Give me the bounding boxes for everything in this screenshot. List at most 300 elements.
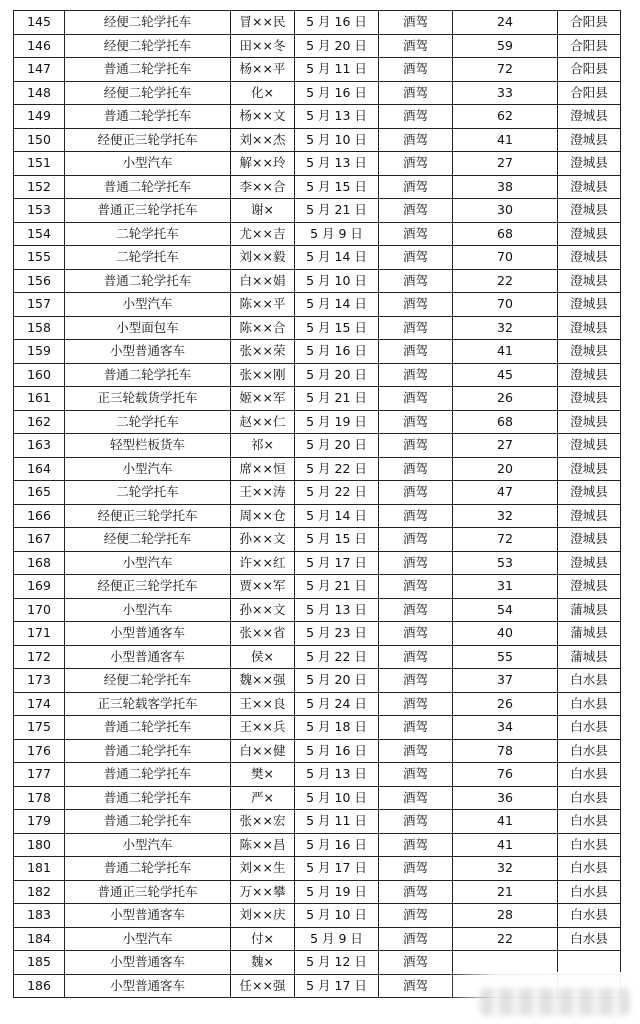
row-number-cell: 171 xyxy=(14,622,65,646)
table-row xyxy=(14,716,621,740)
age-cell: 54 xyxy=(453,598,558,622)
county-cell: 澄城县 xyxy=(558,175,621,199)
age-cell: 47 xyxy=(453,481,558,505)
county-cell: 白水县 xyxy=(558,857,621,881)
county-cell: 澄城县 xyxy=(558,152,621,176)
driver-name-cell: 尤××吉 xyxy=(231,222,295,246)
vehicle-type-cell: 普通二轮学托车 xyxy=(65,763,231,787)
violation-type-cell: 酒驾 xyxy=(379,128,453,152)
vehicle-type-cell: 小型汽车 xyxy=(65,598,231,622)
driver-name-cell: 孙××文 xyxy=(231,598,295,622)
age-cell: 24 xyxy=(453,11,558,35)
driver-name-cell: 樊× xyxy=(231,763,295,787)
driver-name-cell: 张××刚 xyxy=(231,363,295,387)
violation-date-cell: 5 月 18 日 xyxy=(295,716,379,740)
county-cell: 蒲城县 xyxy=(558,622,621,646)
violation-date-cell: 5 月 21 日 xyxy=(295,387,379,411)
violation-type-cell: 酒驾 xyxy=(379,622,453,646)
vehicle-type-cell: 轻型栏板货车 xyxy=(65,434,231,458)
table-row xyxy=(14,175,621,199)
violation-type-cell: 酒驾 xyxy=(379,974,453,998)
age-cell xyxy=(453,951,558,975)
age-cell: 30 xyxy=(453,199,558,223)
county-cell: 澄城县 xyxy=(558,128,621,152)
age-cell: 36 xyxy=(453,786,558,810)
driver-name-cell: 王××良 xyxy=(231,692,295,716)
violation-type-cell: 酒驾 xyxy=(379,575,453,599)
violation-type-cell: 酒驾 xyxy=(379,387,453,411)
row-number-cell: 185 xyxy=(14,951,65,975)
table-row xyxy=(14,810,621,834)
county-cell: 白水县 xyxy=(558,904,621,928)
driver-name-cell: 万××攀 xyxy=(231,880,295,904)
vehicle-type-cell: 小型汽车 xyxy=(65,457,231,481)
violation-date-cell: 5 月 14 日 xyxy=(295,293,379,317)
violation-date-cell: 5 月 11 日 xyxy=(295,810,379,834)
violation-date-cell: 5 月 15 日 xyxy=(295,316,379,340)
county-cell: 白水县 xyxy=(558,692,621,716)
age-cell: 37 xyxy=(453,669,558,693)
violation-type-cell: 酒驾 xyxy=(379,739,453,763)
vehicle-type-cell: 普通二轮学托车 xyxy=(65,716,231,740)
county-cell: 澄城县 xyxy=(558,481,621,505)
violation-date-cell: 5 月 22 日 xyxy=(295,481,379,505)
county-cell: 澄城县 xyxy=(558,363,621,387)
violation-type-cell: 酒驾 xyxy=(379,11,453,35)
county-cell: 澄城县 xyxy=(558,434,621,458)
vehicle-type-cell: 二轮学托车 xyxy=(65,410,231,434)
violation-type-cell: 酒驾 xyxy=(379,810,453,834)
table-row xyxy=(14,387,621,411)
violation-date-cell: 5 月 19 日 xyxy=(295,410,379,434)
violation-type-cell: 酒驾 xyxy=(379,692,453,716)
row-number-cell: 173 xyxy=(14,669,65,693)
driver-name-cell: 杨××文 xyxy=(231,105,295,129)
age-cell: 78 xyxy=(453,739,558,763)
table-row xyxy=(14,363,621,387)
driver-name-cell: 祁× xyxy=(231,434,295,458)
age-cell: 38 xyxy=(453,175,558,199)
table-row xyxy=(14,645,621,669)
row-number-cell: 186 xyxy=(14,974,65,998)
driver-name-cell: 贾××军 xyxy=(231,575,295,599)
table-row xyxy=(14,434,621,458)
table-row xyxy=(14,763,621,787)
driver-name-cell: 张××宏 xyxy=(231,810,295,834)
violation-type-cell: 酒驾 xyxy=(379,927,453,951)
driver-name-cell: 孙××文 xyxy=(231,528,295,552)
violation-date-cell: 5 月 10 日 xyxy=(295,269,379,293)
vehicle-type-cell: 普通二轮学托车 xyxy=(65,857,231,881)
county-cell: 白水县 xyxy=(558,763,621,787)
row-number-cell: 181 xyxy=(14,857,65,881)
age-cell: 62 xyxy=(453,105,558,129)
violation-type-cell: 酒驾 xyxy=(379,528,453,552)
violation-type-cell: 酒驾 xyxy=(379,457,453,481)
driver-name-cell: 刘××杰 xyxy=(231,128,295,152)
vehicle-type-cell: 正三轮载货学托车 xyxy=(65,387,231,411)
violation-date-cell: 5 月 22 日 xyxy=(295,457,379,481)
table-row xyxy=(14,669,621,693)
violation-date-cell: 5 月 10 日 xyxy=(295,786,379,810)
county-cell: 澄城县 xyxy=(558,105,621,129)
violation-type-cell: 酒驾 xyxy=(379,293,453,317)
violation-date-cell: 5 月 20 日 xyxy=(295,34,379,58)
violation-date-cell: 5 月 14 日 xyxy=(295,246,379,270)
row-number-cell: 153 xyxy=(14,199,65,223)
row-number-cell: 167 xyxy=(14,528,65,552)
table-row xyxy=(14,504,621,528)
violation-date-cell: 5 月 10 日 xyxy=(295,904,379,928)
table-row xyxy=(14,128,621,152)
violation-date-cell: 5 月 15 日 xyxy=(295,175,379,199)
vehicle-type-cell: 小型普通客车 xyxy=(65,951,231,975)
record-table xyxy=(13,10,621,998)
county-cell: 白水县 xyxy=(558,927,621,951)
table-row xyxy=(14,575,621,599)
driver-name-cell: 魏× xyxy=(231,951,295,975)
table-row xyxy=(14,246,621,270)
driver-name-cell: 冒××民 xyxy=(231,11,295,35)
violation-date-cell: 5 月 20 日 xyxy=(295,669,379,693)
violation-date-cell: 5 月 16 日 xyxy=(295,340,379,364)
vehicle-type-cell: 经便二轮学托车 xyxy=(65,528,231,552)
row-number-cell: 169 xyxy=(14,575,65,599)
violation-date-cell: 5 月 10 日 xyxy=(295,128,379,152)
vehicle-type-cell: 小型汽车 xyxy=(65,927,231,951)
violation-type-cell: 酒驾 xyxy=(379,58,453,82)
row-number-cell: 155 xyxy=(14,246,65,270)
violation-type-cell: 酒驾 xyxy=(379,222,453,246)
violation-type-cell: 酒驾 xyxy=(379,152,453,176)
violation-type-cell: 酒驾 xyxy=(379,763,453,787)
vehicle-type-cell: 经便正三轮学托车 xyxy=(65,575,231,599)
violation-date-cell: 5 月 13 日 xyxy=(295,152,379,176)
driver-name-cell: 王××涛 xyxy=(231,481,295,505)
row-number-cell: 147 xyxy=(14,58,65,82)
violation-date-cell: 5 月 17 日 xyxy=(295,857,379,881)
driver-name-cell: 谢× xyxy=(231,199,295,223)
county-cell: 澄城县 xyxy=(558,246,621,270)
vehicle-type-cell: 经便二轮学托车 xyxy=(65,34,231,58)
violation-date-cell: 5 月 16 日 xyxy=(295,81,379,105)
violation-type-cell: 酒驾 xyxy=(379,363,453,387)
row-number-cell: 146 xyxy=(14,34,65,58)
vehicle-type-cell: 二轮学托车 xyxy=(65,246,231,270)
table-row xyxy=(14,34,621,58)
driver-name-cell: 席××恒 xyxy=(231,457,295,481)
age-cell: 32 xyxy=(453,504,558,528)
age-cell: 70 xyxy=(453,246,558,270)
county-cell: 白水县 xyxy=(558,716,621,740)
row-number-cell: 182 xyxy=(14,880,65,904)
table-row xyxy=(14,739,621,763)
age-cell: 41 xyxy=(453,128,558,152)
age-cell: 22 xyxy=(453,269,558,293)
table-row xyxy=(14,528,621,552)
driver-name-cell: 任××强 xyxy=(231,974,295,998)
violation-date-cell: 5 月 19 日 xyxy=(295,880,379,904)
table-row xyxy=(14,152,621,176)
row-number-cell: 174 xyxy=(14,692,65,716)
violation-type-cell: 酒驾 xyxy=(379,316,453,340)
table-row xyxy=(14,880,621,904)
violation-date-cell: 5 月 17 日 xyxy=(295,974,379,998)
violation-date-cell: 5 月 22 日 xyxy=(295,645,379,669)
vehicle-type-cell: 普通二轮学托车 xyxy=(65,105,231,129)
violation-date-cell: 5 月 14 日 xyxy=(295,504,379,528)
table-row xyxy=(14,692,621,716)
age-cell: 27 xyxy=(453,434,558,458)
table-row xyxy=(14,457,621,481)
violation-type-cell: 酒驾 xyxy=(379,645,453,669)
violation-type-cell: 酒驾 xyxy=(379,551,453,575)
violation-type-cell: 酒驾 xyxy=(379,269,453,293)
driver-name-cell: 周××仓 xyxy=(231,504,295,528)
row-number-cell: 151 xyxy=(14,152,65,176)
vehicle-type-cell: 普通二轮学托车 xyxy=(65,269,231,293)
violation-type-cell: 酒驾 xyxy=(379,434,453,458)
row-number-cell: 178 xyxy=(14,786,65,810)
row-number-cell: 163 xyxy=(14,434,65,458)
age-cell: 72 xyxy=(453,58,558,82)
county-cell: 澄城县 xyxy=(558,340,621,364)
vehicle-type-cell: 小型普通客车 xyxy=(65,622,231,646)
age-cell: 41 xyxy=(453,810,558,834)
age-cell: 33 xyxy=(453,81,558,105)
county-cell: 澄城县 xyxy=(558,528,621,552)
violation-type-cell: 酒驾 xyxy=(379,105,453,129)
violation-date-cell: 5 月 20 日 xyxy=(295,434,379,458)
driver-name-cell: 王××兵 xyxy=(231,716,295,740)
violation-date-cell: 5 月 13 日 xyxy=(295,598,379,622)
age-cell: 45 xyxy=(453,363,558,387)
row-number-cell: 149 xyxy=(14,105,65,129)
vehicle-type-cell: 普通二轮学托车 xyxy=(65,58,231,82)
violation-date-cell: 5 月 24 日 xyxy=(295,692,379,716)
driver-name-cell: 陈××合 xyxy=(231,316,295,340)
violation-date-cell: 5 月 13 日 xyxy=(295,763,379,787)
age-cell: 41 xyxy=(453,833,558,857)
county-cell: 合阳县 xyxy=(558,81,621,105)
vehicle-type-cell: 二轮学托车 xyxy=(65,222,231,246)
age-cell: 34 xyxy=(453,716,558,740)
county-cell: 白水县 xyxy=(558,880,621,904)
violation-type-cell: 酒驾 xyxy=(379,786,453,810)
table-row xyxy=(14,857,621,881)
violation-date-cell: 5 月 13 日 xyxy=(295,105,379,129)
row-number-cell: 183 xyxy=(14,904,65,928)
vehicle-type-cell: 小型普通客车 xyxy=(65,340,231,364)
county-cell: 合阳县 xyxy=(558,11,621,35)
age-cell: 21 xyxy=(453,880,558,904)
row-number-cell: 164 xyxy=(14,457,65,481)
row-number-cell: 152 xyxy=(14,175,65,199)
table-row xyxy=(14,222,621,246)
vehicle-type-cell: 普通二轮学托车 xyxy=(65,363,231,387)
violation-date-cell: 5 月 16 日 xyxy=(295,833,379,857)
vehicle-type-cell: 小型普通客车 xyxy=(65,904,231,928)
row-number-cell: 179 xyxy=(14,810,65,834)
age-cell: 22 xyxy=(453,927,558,951)
violation-date-cell: 5 月 17 日 xyxy=(295,551,379,575)
county-cell: 白水县 xyxy=(558,810,621,834)
driver-name-cell: 张××荣 xyxy=(231,340,295,364)
age-cell: 76 xyxy=(453,763,558,787)
vehicle-type-cell: 小型普通客车 xyxy=(65,645,231,669)
watermark-logo xyxy=(480,988,630,1016)
driver-name-cell: 赵××仁 xyxy=(231,410,295,434)
driver-name-cell: 魏××强 xyxy=(231,669,295,693)
county-cell: 澄城县 xyxy=(558,504,621,528)
county-cell: 澄城县 xyxy=(558,575,621,599)
driver-name-cell: 刘××生 xyxy=(231,857,295,881)
county-cell: 澄城县 xyxy=(558,551,621,575)
county-cell: 澄城县 xyxy=(558,199,621,223)
table-row xyxy=(14,199,621,223)
violation-date-cell: 5 月 11 日 xyxy=(295,58,379,82)
violation-type-cell: 酒驾 xyxy=(379,81,453,105)
age-cell: 32 xyxy=(453,316,558,340)
driver-name-cell: 刘××毅 xyxy=(231,246,295,270)
age-cell: 32 xyxy=(453,857,558,881)
vehicle-type-cell: 普通二轮学托车 xyxy=(65,175,231,199)
driver-name-cell: 陈××平 xyxy=(231,293,295,317)
table-row xyxy=(14,81,621,105)
row-number-cell: 177 xyxy=(14,763,65,787)
table-row xyxy=(14,58,621,82)
county-cell: 白水县 xyxy=(558,739,621,763)
violation-date-cell: 5 月 16 日 xyxy=(295,739,379,763)
row-number-cell: 154 xyxy=(14,222,65,246)
table-row xyxy=(14,105,621,129)
violation-date-cell: 5 月 12 日 xyxy=(295,951,379,975)
county-cell: 澄城县 xyxy=(558,269,621,293)
vehicle-type-cell: 经便二轮学托车 xyxy=(65,669,231,693)
driver-name-cell: 张××省 xyxy=(231,622,295,646)
row-number-cell: 165 xyxy=(14,481,65,505)
row-number-cell: 150 xyxy=(14,128,65,152)
vehicle-type-cell: 小型汽车 xyxy=(65,293,231,317)
violation-type-cell: 酒驾 xyxy=(379,246,453,270)
vehicle-type-cell: 小型汽车 xyxy=(65,833,231,857)
table-row xyxy=(14,293,621,317)
vehicle-type-cell: 小型面包车 xyxy=(65,316,231,340)
violation-type-cell: 酒驾 xyxy=(379,410,453,434)
table-row xyxy=(14,551,621,575)
violation-type-cell: 酒驾 xyxy=(379,199,453,223)
driver-name-cell: 杨××平 xyxy=(231,58,295,82)
county-cell: 合阳县 xyxy=(558,34,621,58)
violation-type-cell: 酒驾 xyxy=(379,904,453,928)
row-number-cell: 184 xyxy=(14,927,65,951)
driver-name-cell: 化× xyxy=(231,81,295,105)
violation-type-cell: 酒驾 xyxy=(379,857,453,881)
violation-type-cell: 酒驾 xyxy=(379,669,453,693)
age-cell: 68 xyxy=(453,410,558,434)
table-row xyxy=(14,316,621,340)
vehicle-type-cell: 正三轮载客学托车 xyxy=(65,692,231,716)
row-number-cell: 157 xyxy=(14,293,65,317)
vehicle-type-cell: 普通正三轮学托车 xyxy=(65,199,231,223)
age-cell: 40 xyxy=(453,622,558,646)
violation-date-cell: 5 月 16 日 xyxy=(295,11,379,35)
row-number-cell: 168 xyxy=(14,551,65,575)
vehicle-type-cell: 普通二轮学托车 xyxy=(65,739,231,763)
violation-date-cell: 5 月 15 日 xyxy=(295,528,379,552)
vehicle-type-cell: 经便正三轮学托车 xyxy=(65,504,231,528)
driver-name-cell: 解××玲 xyxy=(231,152,295,176)
vehicle-type-cell: 二轮学托车 xyxy=(65,481,231,505)
county-cell: 白水县 xyxy=(558,786,621,810)
age-cell: 70 xyxy=(453,293,558,317)
violation-date-cell: 5 月 21 日 xyxy=(295,199,379,223)
row-number-cell: 148 xyxy=(14,81,65,105)
violation-type-cell: 酒驾 xyxy=(379,598,453,622)
row-number-cell: 172 xyxy=(14,645,65,669)
row-number-cell: 160 xyxy=(14,363,65,387)
violation-date-cell: 5 月 9 日 xyxy=(295,222,379,246)
table-row xyxy=(14,481,621,505)
vehicle-type-cell: 经便二轮学托车 xyxy=(65,11,231,35)
age-cell: 27 xyxy=(453,152,558,176)
age-cell: 31 xyxy=(453,575,558,599)
age-cell: 72 xyxy=(453,528,558,552)
county-cell: 澄城县 xyxy=(558,316,621,340)
driver-name-cell: 许××红 xyxy=(231,551,295,575)
row-number-cell: 159 xyxy=(14,340,65,364)
county-cell xyxy=(558,951,621,975)
violation-type-cell: 酒驾 xyxy=(379,880,453,904)
row-number-cell: 170 xyxy=(14,598,65,622)
age-cell: 59 xyxy=(453,34,558,58)
violation-type-cell: 酒驾 xyxy=(379,716,453,740)
row-number-cell: 156 xyxy=(14,269,65,293)
table-row xyxy=(14,904,621,928)
row-number-cell: 158 xyxy=(14,316,65,340)
violation-type-cell: 酒驾 xyxy=(379,34,453,58)
violation-type-cell: 酒驾 xyxy=(379,833,453,857)
driver-name-cell: 陈××昌 xyxy=(231,833,295,857)
driver-name-cell: 刘××庆 xyxy=(231,904,295,928)
vehicle-type-cell: 小型汽车 xyxy=(65,551,231,575)
driver-name-cell: 侯× xyxy=(231,645,295,669)
driver-name-cell: 姬××军 xyxy=(231,387,295,411)
driver-name-cell: 田××冬 xyxy=(231,34,295,58)
county-cell: 澄城县 xyxy=(558,222,621,246)
table-row xyxy=(14,927,621,951)
county-cell: 澄城县 xyxy=(558,410,621,434)
county-cell: 白水县 xyxy=(558,833,621,857)
age-cell: 26 xyxy=(453,387,558,411)
county-cell: 蒲城县 xyxy=(558,645,621,669)
record-table-body xyxy=(14,11,621,998)
violation-date-cell: 5 月 9 日 xyxy=(295,927,379,951)
violation-type-cell: 酒驾 xyxy=(379,175,453,199)
county-cell: 澄城县 xyxy=(558,457,621,481)
vehicle-type-cell: 普通正三轮学托车 xyxy=(65,880,231,904)
table-row xyxy=(14,340,621,364)
vehicle-type-cell: 经便正三轮学托车 xyxy=(65,128,231,152)
vehicle-type-cell: 小型汽车 xyxy=(65,152,231,176)
driver-name-cell: 李××合 xyxy=(231,175,295,199)
vehicle-type-cell: 普通二轮学托车 xyxy=(65,786,231,810)
violation-type-cell: 酒驾 xyxy=(379,340,453,364)
age-cell: 55 xyxy=(453,645,558,669)
violation-date-cell: 5 月 21 日 xyxy=(295,575,379,599)
driver-name-cell: 白××健 xyxy=(231,739,295,763)
county-cell: 澄城县 xyxy=(558,387,621,411)
